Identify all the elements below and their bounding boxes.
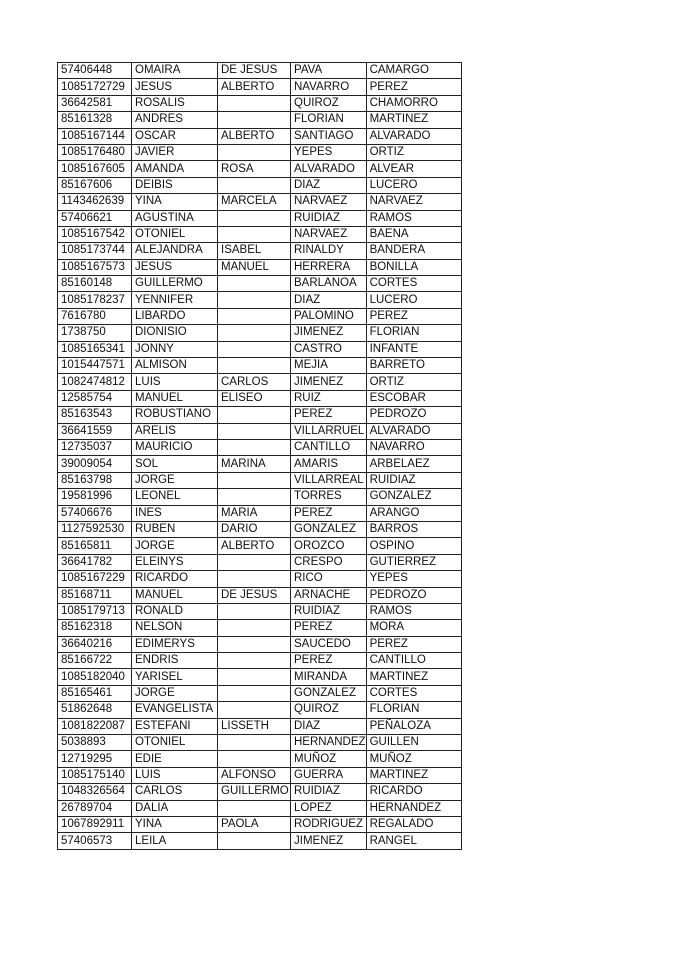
table-row [58,407,462,423]
first-surname-cell: RUIDIAZ [291,603,367,619]
middle-name-cell: CARLOS [218,374,291,390]
second-surname-cell: MORA [366,620,461,636]
middle-name-cell: MARCELA [218,194,291,210]
table-row [58,161,462,177]
first-name-cell: ARELIS [132,423,218,439]
second-surname-cell: NARVAEZ [366,194,461,210]
id-number-cell: 1085165341 [58,341,132,357]
second-surname-cell: ALVARADO [366,423,461,439]
second-surname-cell: FLORIAN [366,702,461,718]
first-surname-cell: DIAZ [291,177,367,193]
second-surname-cell: CORTES [366,685,461,701]
second-surname-cell: MUÑOZ [366,751,461,767]
middle-name-cell [218,95,291,111]
id-number-cell: 12735037 [58,439,132,455]
middle-name-cell [218,472,291,488]
middle-name-cell [218,292,291,308]
second-surname-cell: CHAMORRO [366,95,461,111]
table-row [58,63,462,79]
middle-name-cell: ROSA [218,161,291,177]
id-number-cell: 1085167542 [58,226,132,242]
first-name-cell: JORGE [132,538,218,554]
middle-name-cell: ELISEO [218,390,291,406]
second-surname-cell: PEREZ [366,636,461,652]
second-surname-cell: RAMOS [366,210,461,226]
first-name-cell: ELEINYS [132,554,218,570]
middle-name-cell: ALBERTO [218,79,291,95]
id-number-cell: 57406448 [58,63,132,79]
id-number-cell: 1067892911 [58,816,132,832]
middle-name-cell [218,800,291,816]
middle-name-cell [218,210,291,226]
id-number-cell: 1085182040 [58,669,132,685]
middle-name-cell [218,489,291,505]
table-row [58,456,462,472]
table-row [58,276,462,292]
first-name-cell: LUIS [132,374,218,390]
first-surname-cell: DIAZ [291,718,367,734]
table-row [58,718,462,734]
middle-name-cell [218,636,291,652]
id-number-cell: 85165811 [58,538,132,554]
second-surname-cell: RICARDO [366,784,461,800]
second-surname-cell: MARTINEZ [366,669,461,685]
second-surname-cell: CANTILLO [366,653,461,669]
middle-name-cell: DARIO [218,521,291,537]
table-row [58,833,462,849]
second-surname-cell: GUILLEN [366,735,461,751]
table-row [58,505,462,521]
id-number-cell: 1085172729 [58,79,132,95]
first-surname-cell: PALOMINO [291,308,367,324]
middle-name-cell [218,341,291,357]
first-surname-cell: TORRES [291,489,367,505]
id-number-cell: 39009054 [58,456,132,472]
id-number-cell: 57406621 [58,210,132,226]
id-number-cell: 85167606 [58,177,132,193]
middle-name-cell [218,702,291,718]
id-number-cell: 57406573 [58,833,132,849]
table-row [58,95,462,111]
second-surname-cell: BAENA [366,226,461,242]
table-row [58,636,462,652]
id-number-cell: 36640216 [58,636,132,652]
second-surname-cell: CAMARGO [366,63,461,79]
second-surname-cell: ARBELAEZ [366,456,461,472]
first-surname-cell: RUIDIAZ [291,210,367,226]
first-name-cell: LIBARDO [132,308,218,324]
first-name-cell: LEONEL [132,489,218,505]
table-row [58,243,462,259]
first-surname-cell: ARNACHE [291,587,367,603]
id-number-cell: 1085167605 [58,161,132,177]
table-row [58,439,462,455]
id-number-cell: 1738750 [58,325,132,341]
id-number-cell: 19581996 [58,489,132,505]
middle-name-cell [218,144,291,160]
first-surname-cell: GONZALEZ [291,685,367,701]
second-surname-cell: HERNANDEZ [366,800,461,816]
table-row [58,784,462,800]
middle-name-cell: LISSETH [218,718,291,734]
first-surname-cell: ALVARADO [291,161,367,177]
table-row [58,751,462,767]
middle-name-cell: ISABEL [218,243,291,259]
first-name-cell: JONNY [132,341,218,357]
first-surname-cell: VILLARREAL [291,472,367,488]
id-number-cell: 57406676 [58,505,132,521]
table-row [58,800,462,816]
first-name-cell: JORGE [132,472,218,488]
first-surname-cell: QUIROZ [291,95,367,111]
first-surname-cell: PEREZ [291,653,367,669]
table-row [58,735,462,751]
id-number-cell: 85165461 [58,685,132,701]
middle-name-cell: GUILLERMO [218,784,291,800]
second-surname-cell: FLORIAN [366,325,461,341]
first-surname-cell: NARVAEZ [291,226,367,242]
id-number-cell: 1085173744 [58,243,132,259]
second-surname-cell: RAMOS [366,603,461,619]
second-surname-cell: LUCERO [366,292,461,308]
second-surname-cell: ORTIZ [366,144,461,160]
first-surname-cell: RICO [291,571,367,587]
first-name-cell: OTONIEL [132,226,218,242]
first-name-cell: ALEJANDRA [132,243,218,259]
middle-name-cell [218,276,291,292]
first-name-cell: ENDRIS [132,653,218,669]
middle-name-cell [218,423,291,439]
first-surname-cell: RINALDY [291,243,367,259]
table-row [58,571,462,587]
first-name-cell: JESUS [132,79,218,95]
first-name-cell: DIONISIO [132,325,218,341]
first-name-cell: YINA [132,194,218,210]
middle-name-cell [218,226,291,242]
first-name-cell: AGUSTINA [132,210,218,226]
first-surname-cell: JIMENEZ [291,833,367,849]
second-surname-cell: BANDERA [366,243,461,259]
table-row [58,210,462,226]
first-surname-cell: CRESPO [291,554,367,570]
second-surname-cell: LUCERO [366,177,461,193]
first-name-cell: YINA [132,816,218,832]
table-row [58,489,462,505]
table-row [58,325,462,341]
id-number-cell: 1082474812 [58,374,132,390]
table-row [58,702,462,718]
table-row [58,653,462,669]
table-row [58,669,462,685]
middle-name-cell: MANUEL [218,259,291,275]
middle-name-cell: DE JESUS [218,587,291,603]
table-row [58,79,462,95]
middle-name-cell [218,177,291,193]
first-surname-cell: SANTIAGO [291,128,367,144]
first-name-cell: NELSON [132,620,218,636]
first-name-cell: DEIBIS [132,177,218,193]
first-surname-cell: OROZCO [291,538,367,554]
id-number-cell: 85161328 [58,112,132,128]
table-row [58,112,462,128]
second-surname-cell: REGALADO [366,816,461,832]
second-surname-cell: ESCOBAR [366,390,461,406]
middle-name-cell: ALFONSO [218,767,291,783]
table-row [58,538,462,554]
first-name-cell: LEILA [132,833,218,849]
id-number-cell: 26789704 [58,800,132,816]
second-surname-cell: BONILLA [366,259,461,275]
first-name-cell: EDIMERYS [132,636,218,652]
first-name-cell: CARLOS [132,784,218,800]
first-surname-cell: FLORIAN [291,112,367,128]
id-number-cell: 85163543 [58,407,132,423]
second-surname-cell: BARROS [366,521,461,537]
table-row [58,259,462,275]
first-surname-cell: RUIZ [291,390,367,406]
first-surname-cell: HERRERA [291,259,367,275]
id-number-cell: 1085167573 [58,259,132,275]
table-row [58,226,462,242]
second-surname-cell: RANGEL [366,833,461,849]
middle-name-cell [218,620,291,636]
first-surname-cell: LOPEZ [291,800,367,816]
first-surname-cell: VILLARRUEL [291,423,367,439]
middle-name-cell: ALBERTO [218,128,291,144]
middle-name-cell [218,751,291,767]
table-row [58,816,462,832]
first-name-cell: OTONIEL [132,735,218,751]
id-number-cell: 85168711 [58,587,132,603]
first-name-cell: AMANDA [132,161,218,177]
first-surname-cell: RODRIGUEZ [291,816,367,832]
middle-name-cell [218,308,291,324]
id-number-cell: 36642581 [58,95,132,111]
middle-name-cell [218,571,291,587]
first-name-cell: RICARDO [132,571,218,587]
table-row [58,308,462,324]
id-number-cell: 1085176480 [58,144,132,160]
first-surname-cell: PEREZ [291,620,367,636]
first-name-cell: OMAIRA [132,63,218,79]
second-surname-cell: PEDROZO [366,407,461,423]
table-row [58,144,462,160]
middle-name-cell [218,554,291,570]
second-surname-cell: CORTES [366,276,461,292]
first-surname-cell: PEREZ [291,505,367,521]
first-name-cell: LUIS [132,767,218,783]
first-surname-cell: HERNANDEZ [291,735,367,751]
second-surname-cell: RUIDIAZ [366,472,461,488]
id-number-cell: 1085178237 [58,292,132,308]
table-row [58,194,462,210]
first-name-cell: JAVIER [132,144,218,160]
first-name-cell: OSCAR [132,128,218,144]
table-row [58,603,462,619]
id-number-cell: 85162318 [58,620,132,636]
id-number-cell: 1085167229 [58,571,132,587]
table-row [58,292,462,308]
first-name-cell: RUBEN [132,521,218,537]
first-name-cell: INES [132,505,218,521]
table-row [58,472,462,488]
first-name-cell: RONALD [132,603,218,619]
second-surname-cell: PEDROZO [366,587,461,603]
middle-name-cell: DE JESUS [218,63,291,79]
second-surname-cell: GONZALEZ [366,489,461,505]
first-surname-cell: CANTILLO [291,439,367,455]
second-surname-cell: ARANGO [366,505,461,521]
people-table [57,62,462,850]
table-row [58,374,462,390]
id-number-cell: 51862648 [58,702,132,718]
first-name-cell: ALMISON [132,358,218,374]
first-name-cell: ROBUSTIANO [132,407,218,423]
first-name-cell: YARISEL [132,669,218,685]
first-surname-cell: SAUCEDO [291,636,367,652]
id-number-cell: 1081822087 [58,718,132,734]
middle-name-cell [218,358,291,374]
first-surname-cell: CASTRO [291,341,367,357]
first-surname-cell: PEREZ [291,407,367,423]
table-row [58,390,462,406]
table-row [58,685,462,701]
first-surname-cell: MIRANDA [291,669,367,685]
first-surname-cell: RUIDIAZ [291,784,367,800]
id-number-cell: 7616780 [58,308,132,324]
id-number-cell: 12719295 [58,751,132,767]
table-row [58,521,462,537]
people-table-body [58,63,462,850]
table-row [58,554,462,570]
middle-name-cell [218,685,291,701]
second-surname-cell: INFANTE [366,341,461,357]
table-row [58,358,462,374]
middle-name-cell: MARIA [218,505,291,521]
table-row [58,128,462,144]
id-number-cell: 85166722 [58,653,132,669]
first-name-cell: DALIA [132,800,218,816]
middle-name-cell [218,112,291,128]
middle-name-cell: PAOLA [218,816,291,832]
id-number-cell: 5038893 [58,735,132,751]
second-surname-cell: MARTINEZ [366,767,461,783]
first-name-cell: SOL [132,456,218,472]
first-name-cell: ESTEFANI [132,718,218,734]
middle-name-cell [218,325,291,341]
id-number-cell: 1015447571 [58,358,132,374]
id-number-cell: 1048326564 [58,784,132,800]
first-name-cell: YENNIFER [132,292,218,308]
first-surname-cell: MEJIA [291,358,367,374]
second-surname-cell: ALVEAR [366,161,461,177]
table-row [58,423,462,439]
first-name-cell: MAURICIO [132,439,218,455]
first-surname-cell: JIMENEZ [291,325,367,341]
id-number-cell: 1085175140 [58,767,132,783]
middle-name-cell: MARINA [218,456,291,472]
second-surname-cell: BARRETO [366,358,461,374]
second-surname-cell: PEREZ [366,308,461,324]
table-row [58,341,462,357]
table-row [58,587,462,603]
first-surname-cell: YEPES [291,144,367,160]
first-surname-cell: BARLANOA [291,276,367,292]
first-name-cell: JESUS [132,259,218,275]
table-row [58,177,462,193]
middle-name-cell [218,669,291,685]
first-surname-cell: AMARIS [291,456,367,472]
first-name-cell: MANUEL [132,587,218,603]
first-name-cell: EVANGELISTA [132,702,218,718]
middle-name-cell [218,833,291,849]
id-number-cell: 1127592530 [58,521,132,537]
table-row [58,767,462,783]
first-name-cell: ANDRES [132,112,218,128]
first-surname-cell: GUERRA [291,767,367,783]
first-name-cell: GUILLERMO [132,276,218,292]
second-surname-cell: PEÑALOZA [366,718,461,734]
first-surname-cell: DIAZ [291,292,367,308]
first-name-cell: ROSALIS [132,95,218,111]
first-surname-cell: QUIROZ [291,702,367,718]
second-surname-cell: PEREZ [366,79,461,95]
first-surname-cell: NAVARRO [291,79,367,95]
id-number-cell: 1143462639 [58,194,132,210]
second-surname-cell: NAVARRO [366,439,461,455]
middle-name-cell [218,735,291,751]
table-row [58,620,462,636]
id-number-cell: 1085167144 [58,128,132,144]
first-surname-cell: MUÑOZ [291,751,367,767]
first-name-cell: MANUEL [132,390,218,406]
middle-name-cell: ALBERTO [218,538,291,554]
second-surname-cell: YEPES [366,571,461,587]
middle-name-cell [218,439,291,455]
id-number-cell: 36641559 [58,423,132,439]
second-surname-cell: ORTIZ [366,374,461,390]
first-surname-cell: PAVA [291,63,367,79]
middle-name-cell [218,653,291,669]
id-number-cell: 85163798 [58,472,132,488]
first-name-cell: EDIE [132,751,218,767]
second-surname-cell: ALVARADO [366,128,461,144]
id-number-cell: 85160148 [58,276,132,292]
second-surname-cell: GUTIERREZ [366,554,461,570]
second-surname-cell: OSPINO [366,538,461,554]
first-name-cell: JORGE [132,685,218,701]
id-number-cell: 12585754 [58,390,132,406]
id-number-cell: 1085179713 [58,603,132,619]
first-surname-cell: NARVAEZ [291,194,367,210]
second-surname-cell: MARTINEZ [366,112,461,128]
middle-name-cell [218,407,291,423]
first-surname-cell: JIMENEZ [291,374,367,390]
middle-name-cell [218,603,291,619]
id-number-cell: 36641782 [58,554,132,570]
first-surname-cell: GONZALEZ [291,521,367,537]
